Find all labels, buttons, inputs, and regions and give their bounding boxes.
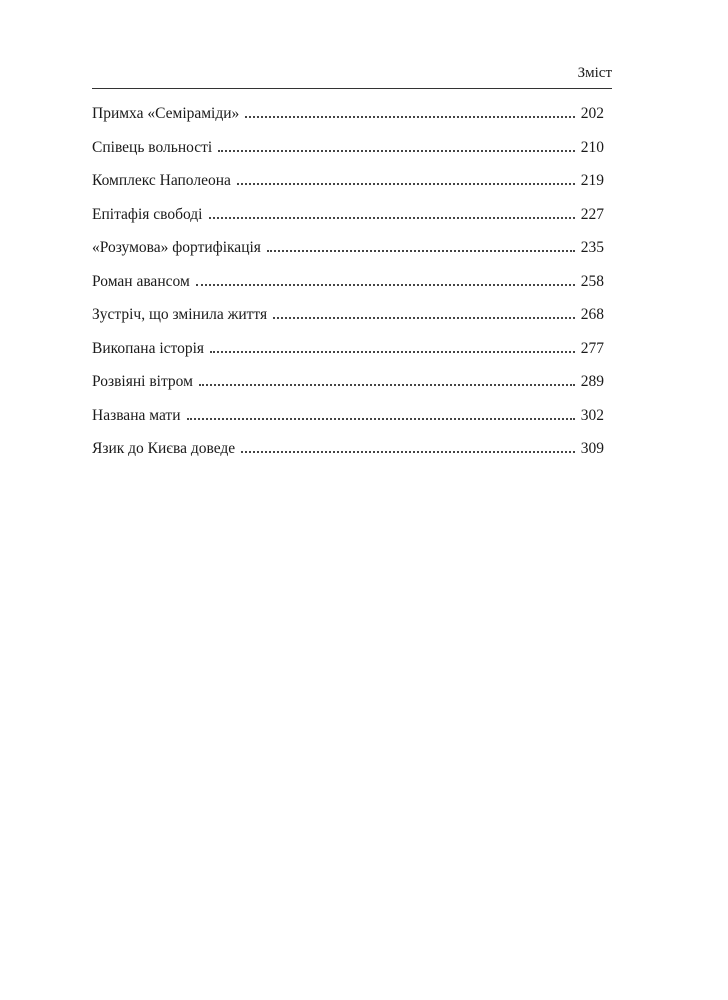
dot-leader: [209, 217, 575, 219]
toc-entry[interactable]: [92, 370, 604, 404]
toc-entry-title: Названа мати: [92, 406, 181, 424]
toc-entry-page: 309: [580, 440, 604, 457]
toc-entry-page: 202: [580, 105, 604, 122]
toc-entry-title: Примха «Семіраміди»: [92, 105, 240, 122]
toc-entry[interactable]: [92, 169, 604, 203]
toc-entry-title: «Розумова» фортифікація: [92, 239, 261, 256]
toc-entry[interactable]: [92, 203, 604, 237]
dot-leader: [187, 418, 575, 420]
dot-leader: [237, 183, 575, 185]
toc-entry[interactable]: [92, 437, 604, 471]
dot-leader: [218, 150, 575, 152]
toc-entry[interactable]: [92, 404, 604, 438]
toc-entry[interactable]: [92, 102, 604, 136]
dot-leader: [241, 451, 575, 453]
toc-entry-page: 289: [580, 373, 604, 390]
toc-entry-page: 210: [580, 138, 604, 156]
toc-entry[interactable]: [92, 270, 604, 304]
toc-entry-page: 219: [580, 172, 604, 189]
toc-entry-page: 258: [580, 272, 604, 290]
dot-leader: [245, 116, 574, 118]
toc-entry[interactable]: [92, 337, 604, 371]
toc-entry-title: Язик до Києва доведе: [92, 440, 236, 457]
dot-leader: [199, 384, 575, 386]
running-head: [92, 62, 612, 89]
toc-entry[interactable]: [92, 136, 604, 170]
dot-leader: [210, 351, 575, 353]
dot-leader: [267, 250, 575, 252]
toc-entry-page: 227: [580, 205, 604, 223]
toc-entry[interactable]: [92, 303, 604, 337]
toc-entry-title: Зустріч, що змінила життя: [92, 306, 268, 323]
section-title: Зміст: [577, 65, 612, 81]
toc-entry-title: Комплекс Наполеона: [92, 172, 231, 189]
toc-entry-page: 268: [580, 306, 604, 323]
toc-entry-title: Викопана історія: [92, 339, 205, 357]
toc-entry-page: 302: [580, 406, 604, 424]
toc-entry-title: Епітафія свободі: [92, 205, 203, 223]
toc-entry-title: Розвіяні вітром: [92, 373, 193, 390]
toc-entry[interactable]: [92, 236, 604, 270]
toc-entry-page: 277: [580, 339, 604, 357]
toc-entry-page: 235: [580, 239, 604, 256]
dot-leader: [196, 284, 575, 286]
dot-leader: [273, 317, 575, 319]
table-of-contents: [92, 102, 604, 471]
toc-entry-title: Співець вольності: [92, 138, 213, 156]
toc-entry-title: Роман авансом: [92, 272, 190, 290]
